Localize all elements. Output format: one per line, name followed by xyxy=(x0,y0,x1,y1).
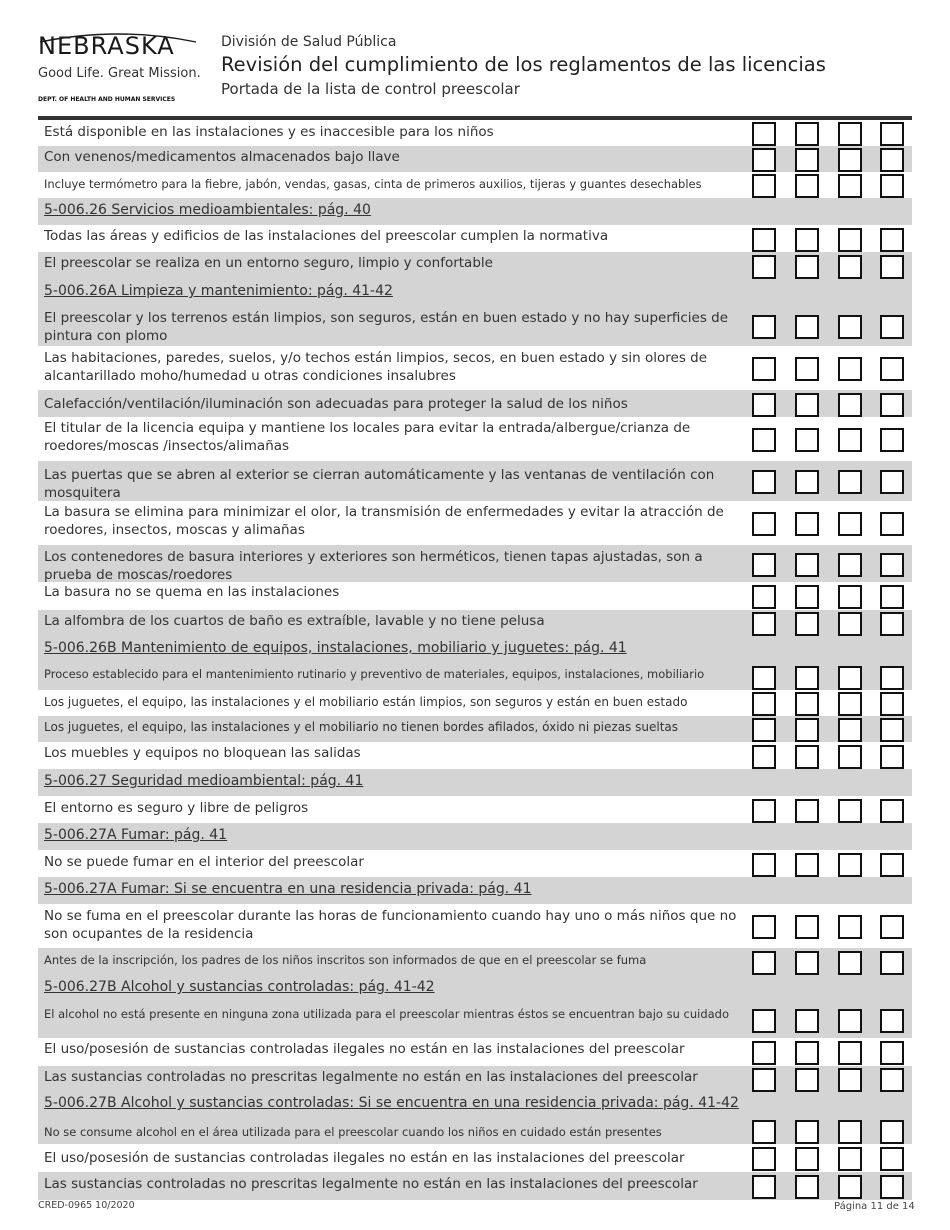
requirement-text: La basura no se quema en las instalaciones xyxy=(44,584,340,600)
compliance-checkbox-2[interactable] xyxy=(795,1120,819,1144)
checklist-row xyxy=(38,252,912,279)
compliance-checkbox-4[interactable] xyxy=(880,612,904,636)
compliance-checkbox-1[interactable] xyxy=(752,512,776,536)
compliance-checkbox-1[interactable] xyxy=(752,357,776,381)
checklist-row xyxy=(38,1002,912,1038)
compliance-checkbox-4[interactable] xyxy=(880,553,904,577)
compliance-checkbox-2[interactable] xyxy=(795,470,819,494)
compliance-checkbox-4[interactable] xyxy=(880,1120,904,1144)
checklist-row xyxy=(38,1118,912,1144)
requirement-text: Incluye termómetro para la fiebre, jabón, vendas, gasas, cinta de primeros auxilios, tijeras y guantes desechables xyxy=(44,177,702,191)
requirement-text: Los juguetes, el equipo, las instalaciones y el mobiliario están limpios, son seguros y están en buen estado xyxy=(44,695,688,709)
compliance-checkbox-3[interactable] xyxy=(838,1009,862,1033)
requirement-text: Los muebles y equipos no bloquean las salidas xyxy=(44,745,361,761)
logo-department: DEPT. OF HEALTH AND HUMAN SERVICES xyxy=(38,96,176,103)
requirement-text: El preescolar y los terrenos están limpios, son seguros, están en buen estado y no hay superficies de pintura con plomo xyxy=(44,310,729,344)
compliance-checkbox-4[interactable] xyxy=(880,174,904,198)
compliance-checkbox-2[interactable] xyxy=(795,1147,819,1171)
compliance-checkbox-1[interactable] xyxy=(752,1068,776,1092)
compliance-checkbox-2[interactable] xyxy=(795,745,819,769)
checklist-row xyxy=(38,545,912,582)
compliance-checkbox-3[interactable] xyxy=(838,666,862,690)
compliance-checkbox-3[interactable] xyxy=(838,553,862,577)
compliance-checkbox-4[interactable] xyxy=(880,255,904,279)
compliance-checkbox-2[interactable] xyxy=(795,585,819,609)
compliance-checkbox-2[interactable] xyxy=(795,315,819,339)
requirement-text: No se consume alcohol en el área utilizada para el preescolar cuando los niños en cuidado están presentes xyxy=(44,1125,662,1139)
compliance-checkbox-2[interactable] xyxy=(795,1068,819,1092)
compliance-checkbox-4[interactable] xyxy=(880,228,904,252)
compliance-checkbox-2[interactable] xyxy=(795,357,819,381)
compliance-checkbox-3[interactable] xyxy=(838,692,862,716)
checklist-row xyxy=(38,742,912,769)
checklist-row xyxy=(38,1144,912,1172)
compliance-checkbox-2[interactable] xyxy=(795,393,819,417)
compliance-checkbox-4[interactable] xyxy=(880,512,904,536)
document-header xyxy=(0,0,950,116)
compliance-checkbox-3[interactable] xyxy=(838,122,862,146)
requirement-text: Está disponible en las instalaciones y es inaccesible para los niños xyxy=(44,124,494,140)
requirement-text: No se puede fumar en el interior del preescolar xyxy=(44,854,364,870)
compliance-checkbox-1[interactable] xyxy=(752,148,776,172)
section-header-row xyxy=(38,877,912,904)
page-number: Página 11 de 14 xyxy=(834,1201,915,1212)
compliance-checkbox-4[interactable] xyxy=(880,357,904,381)
checklist-row xyxy=(38,904,912,948)
requirement-text: La basura se elimina para minimizar el olor, la transmisión de enfermedades y evitar la atracción de roedores, insectos, moscas y alimañas xyxy=(44,504,724,538)
compliance-checkbox-1[interactable] xyxy=(752,315,776,339)
compliance-checkbox-2[interactable] xyxy=(795,1009,819,1033)
section-title: 5-006.26A Limpieza y mantenimiento: pág. 41-42 xyxy=(44,283,393,299)
compliance-checkbox-2[interactable] xyxy=(795,915,819,939)
logo-tagline: Good Life. Great Mission. xyxy=(38,66,201,81)
section-title: 5-006.27 Seguridad medioambiental: pág. 41 xyxy=(44,773,364,789)
compliance-checkbox-4[interactable] xyxy=(880,585,904,609)
compliance-checkbox-1[interactable] xyxy=(752,255,776,279)
checklist-row xyxy=(38,120,912,146)
checklist-row xyxy=(38,582,912,610)
section-title: 5-006.27B Alcohol y sustancias controladas: pág. 41-42 xyxy=(44,979,435,995)
section-title: 5-006.27A Fumar: pág. 41 xyxy=(44,827,228,843)
compliance-checkbox-2[interactable] xyxy=(795,799,819,823)
requirement-text: El preescolar se realiza en un entorno seguro, limpio y confortable xyxy=(44,255,493,271)
compliance-checkbox-4[interactable] xyxy=(880,393,904,417)
checklist-row xyxy=(38,172,912,198)
compliance-checkbox-4[interactable] xyxy=(880,1175,904,1199)
requirement-text: Los contenedores de basura interiores y exteriores son herméticos, tienen tapas ajustadas, son a prueba de moscas/roedores xyxy=(44,549,703,583)
compliance-checkbox-2[interactable] xyxy=(795,174,819,198)
requirement-text: Las puertas que se abren al exterior se cierran automáticamente y las ventanas de ventilación con mosquitera xyxy=(44,467,715,501)
compliance-checkbox-1[interactable] xyxy=(752,692,776,716)
section-title: 5-006.27A Fumar: Si se encuentra en una residencia privada: pág. 41 xyxy=(44,881,532,897)
compliance-checkbox-2[interactable] xyxy=(795,553,819,577)
compliance-checkbox-4[interactable] xyxy=(880,315,904,339)
compliance-checkbox-2[interactable] xyxy=(795,612,819,636)
compliance-checkbox-1[interactable] xyxy=(752,951,776,975)
compliance-checkbox-3[interactable] xyxy=(838,1120,862,1144)
compliance-checkbox-3[interactable] xyxy=(838,585,862,609)
compliance-checkbox-4[interactable] xyxy=(880,148,904,172)
compliance-checkbox-4[interactable] xyxy=(880,666,904,690)
section-header-row xyxy=(38,636,912,664)
checklist-row xyxy=(38,796,912,823)
compliance-checkbox-2[interactable] xyxy=(795,1175,819,1199)
section-header-row xyxy=(38,1092,912,1118)
compliance-checkbox-3[interactable] xyxy=(838,799,862,823)
compliance-checkbox-3[interactable] xyxy=(838,148,862,172)
section-title: 5-006.27B Alcohol y sustancias controladas: Si se encuentra en una residencia privada: pág. 41-42 xyxy=(44,1095,739,1111)
checklist-row xyxy=(38,461,912,501)
compliance-checkbox-2[interactable] xyxy=(795,148,819,172)
compliance-checkbox-3[interactable] xyxy=(838,428,862,452)
checklist-row xyxy=(38,225,912,252)
compliance-checkbox-2[interactable] xyxy=(795,692,819,716)
division-name: División de Salud Pública xyxy=(221,34,397,50)
compliance-checkbox-4[interactable] xyxy=(880,853,904,877)
checklist-row xyxy=(38,690,912,716)
compliance-checkbox-1[interactable] xyxy=(752,585,776,609)
compliance-checkbox-1[interactable] xyxy=(752,1009,776,1033)
compliance-checkbox-1[interactable] xyxy=(752,853,776,877)
compliance-checkbox-2[interactable] xyxy=(795,951,819,975)
checklist-row xyxy=(38,346,912,390)
requirement-text: El alcohol no está presente en ninguna zona utilizada para el preescolar mientras éstos se encuentran bajo su cuidado xyxy=(44,1007,730,1021)
compliance-checkbox-3[interactable] xyxy=(838,853,862,877)
compliance-checkbox-4[interactable] xyxy=(880,1041,904,1065)
requirement-text: Las sustancias controladas no prescritas legalmente no están en las instalaciones del preescolar xyxy=(44,1176,698,1192)
requirement-text: Todas las áreas y edificios de las instalaciones del preescolar cumplen la normativa xyxy=(44,228,609,244)
section-header-row xyxy=(38,975,912,1002)
compliance-checkbox-2[interactable] xyxy=(795,255,819,279)
compliance-checkbox-3[interactable] xyxy=(838,612,862,636)
compliance-checkbox-3[interactable] xyxy=(838,174,862,198)
checklist-row xyxy=(38,716,912,742)
checklist-row xyxy=(38,850,912,877)
compliance-checkbox-1[interactable] xyxy=(752,1120,776,1144)
nebraska-dhhs-logo xyxy=(38,30,208,110)
requirement-text: El entorno es seguro y libre de peligros xyxy=(44,800,309,816)
compliance-checkbox-3[interactable] xyxy=(838,512,862,536)
section-header-row xyxy=(38,769,912,796)
requirement-text: Calefacción/ventilación/iluminación son adecuadas para proteger la salud de los niños xyxy=(44,396,628,412)
logo-wordmark: NEBRASKA xyxy=(38,32,175,60)
compliance-checkbox-3[interactable] xyxy=(838,951,862,975)
compliance-checkbox-2[interactable] xyxy=(795,228,819,252)
compliance-checkbox-3[interactable] xyxy=(838,718,862,742)
compliance-checkbox-3[interactable] xyxy=(838,1041,862,1065)
compliance-checkbox-1[interactable] xyxy=(752,1175,776,1199)
compliance-checkbox-3[interactable] xyxy=(838,228,862,252)
compliance-checkbox-1[interactable] xyxy=(752,612,776,636)
requirement-text: El uso/posesión de sustancias controladas ilegales no están en las instalaciones del preescolar xyxy=(44,1150,685,1166)
compliance-checkbox-2[interactable] xyxy=(795,853,819,877)
checklist-row xyxy=(38,390,912,417)
compliance-checkbox-4[interactable] xyxy=(880,745,904,769)
compliance-checkbox-4[interactable] xyxy=(880,718,904,742)
compliance-checkbox-4[interactable] xyxy=(880,799,904,823)
checklist-row xyxy=(38,501,912,545)
compliance-checkbox-1[interactable] xyxy=(752,122,776,146)
checklist-row xyxy=(38,664,912,690)
compliance-checkbox-3[interactable] xyxy=(838,357,862,381)
compliance-checkbox-2[interactable] xyxy=(795,666,819,690)
compliance-checkbox-1[interactable] xyxy=(752,428,776,452)
checklist-row xyxy=(38,1038,912,1066)
compliance-checkbox-4[interactable] xyxy=(880,470,904,494)
compliance-checkbox-1[interactable] xyxy=(752,915,776,939)
requirement-text: No se fuma en el preescolar durante las horas de funcionamiento cuando hay uno o más niños que no son ocupantes de la residencia xyxy=(44,908,737,942)
compliance-checkbox-3[interactable] xyxy=(838,255,862,279)
compliance-checkbox-4[interactable] xyxy=(880,1068,904,1092)
compliance-checkbox-4[interactable] xyxy=(880,1147,904,1171)
requirement-text: El titular de la licencia equipa y mantiene los locales para evitar la entrada/albergue/crianza de roedores/moscas /insectos/alimañas xyxy=(44,420,691,454)
compliance-checkbox-4[interactable] xyxy=(880,951,904,975)
page-subtitle: Portada de la lista de control preescolar xyxy=(221,80,520,98)
requirement-text: El uso/posesión de sustancias controladas ilegales no están en las instalaciones del preescolar xyxy=(44,1041,685,1057)
compliance-checkbox-4[interactable] xyxy=(880,122,904,146)
compliance-checkbox-1[interactable] xyxy=(752,718,776,742)
compliance-checkbox-4[interactable] xyxy=(880,915,904,939)
compliance-checkbox-2[interactable] xyxy=(795,512,819,536)
checklist-row xyxy=(38,948,912,975)
compliance-checkbox-3[interactable] xyxy=(838,470,862,494)
checklist-row xyxy=(38,417,912,461)
compliance-checkbox-3[interactable] xyxy=(838,315,862,339)
requirement-text: Antes de la inscripción, los padres de los niños inscritos son informados de que en el preescolar se fuma xyxy=(44,953,647,967)
form-id: CRED-0965 10/2020 xyxy=(38,1200,135,1211)
compliance-checkbox-3[interactable] xyxy=(838,1068,862,1092)
checklist-row xyxy=(38,146,912,172)
page-title: Revisión del cumplimiento de los reglamentos de las licencias xyxy=(221,53,826,76)
compliance-checkbox-4[interactable] xyxy=(880,1009,904,1033)
compliance-checkbox-1[interactable] xyxy=(752,1041,776,1065)
section-title: 5-006.26B Mantenimiento de equipos, instalaciones, mobiliario y juguetes: pág. 41 xyxy=(44,640,627,656)
compliance-checkbox-1[interactable] xyxy=(752,470,776,494)
compliance-checkbox-1[interactable] xyxy=(752,1147,776,1171)
section-title: 5-006.26 Servicios medioambientales: pág. 40 xyxy=(44,202,371,218)
compliance-checkbox-2[interactable] xyxy=(795,122,819,146)
requirement-text: La alfombra de los cuartos de baño es extraíble, lavable y no tiene pelusa xyxy=(44,613,545,629)
checklist-row xyxy=(38,1172,912,1200)
compliance-checkbox-2[interactable] xyxy=(795,718,819,742)
section-header-row xyxy=(38,198,912,225)
compliance-checkbox-2[interactable] xyxy=(795,1041,819,1065)
compliance-checkbox-3[interactable] xyxy=(838,1175,862,1199)
compliance-checkbox-4[interactable] xyxy=(880,428,904,452)
section-header-row xyxy=(38,823,912,850)
requirement-text: Las sustancias controladas no prescritas legalmente no están en las instalaciones del preescolar xyxy=(44,1069,698,1085)
compliance-checkbox-1[interactable] xyxy=(752,745,776,769)
compliance-checkbox-3[interactable] xyxy=(838,745,862,769)
compliance-checkbox-1[interactable] xyxy=(752,228,776,252)
checklist-row xyxy=(38,610,912,636)
compliance-checkbox-1[interactable] xyxy=(752,553,776,577)
requirement-text: Con venenos/medicamentos almacenados bajo llave xyxy=(44,149,400,165)
checklist-row xyxy=(38,306,912,346)
requirement-text: Proceso establecido para el mantenimiento rutinario y preventivo de materiales, equipos, instalaciones, mobiliario xyxy=(44,667,705,681)
compliance-checkbox-4[interactable] xyxy=(880,692,904,716)
requirement-text: Las habitaciones, paredes, suelos, y/o techos están limpios, secos, en buen estado y sin olores de alcantarillado moho/humedad u otras condiciones insalubres xyxy=(44,350,708,384)
compliance-checkbox-1[interactable] xyxy=(752,174,776,198)
compliance-checkbox-3[interactable] xyxy=(838,915,862,939)
compliance-checkbox-3[interactable] xyxy=(838,1147,862,1171)
compliance-checkbox-1[interactable] xyxy=(752,393,776,417)
compliance-checkbox-1[interactable] xyxy=(752,666,776,690)
compliance-checkbox-1[interactable] xyxy=(752,799,776,823)
compliance-checkbox-2[interactable] xyxy=(795,428,819,452)
checklist-row xyxy=(38,1066,912,1092)
section-header-row xyxy=(38,279,912,306)
compliance-checkbox-3[interactable] xyxy=(838,393,862,417)
requirement-text: Los juguetes, el equipo, las instalaciones y el mobiliario no tienen bordes afilados, óxido ni piezas sueltas xyxy=(44,720,679,734)
